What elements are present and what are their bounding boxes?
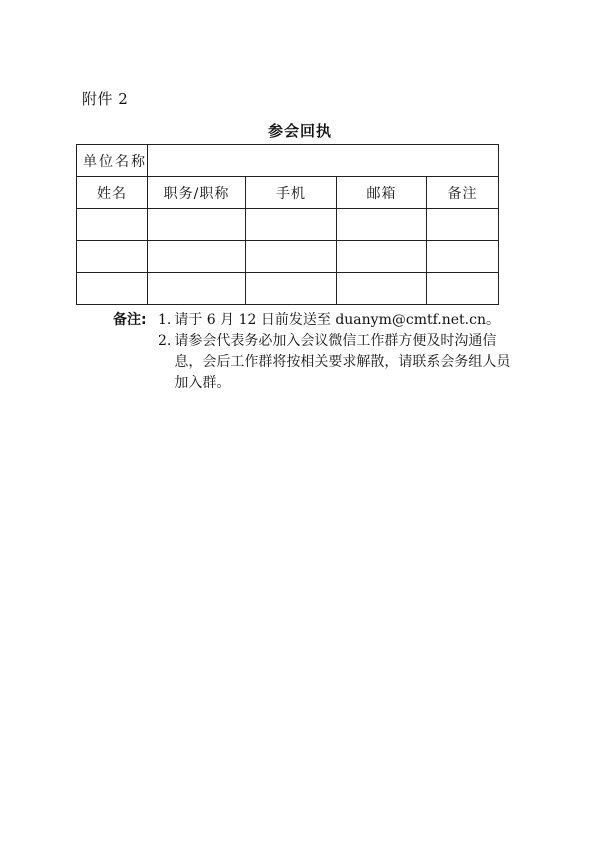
note-text: 请参会代表务必加入会议微信工作群方便及时沟通信息，会后工作群将按相关要求解散，请联系会务组人员加入群。 bbox=[174, 333, 511, 391]
header-phone: 手机 bbox=[246, 177, 337, 209]
header-row bbox=[77, 177, 499, 209]
cell-email[interactable] bbox=[337, 241, 427, 273]
receipt-table bbox=[76, 144, 499, 305]
cell-name[interactable] bbox=[77, 273, 148, 305]
cell-phone[interactable] bbox=[246, 273, 337, 305]
header-title: 职务/职称 bbox=[148, 177, 246, 209]
header-name: 姓名 bbox=[77, 177, 148, 209]
cell-name[interactable] bbox=[77, 209, 148, 241]
cell-email[interactable] bbox=[337, 209, 427, 241]
unit-name-row bbox=[77, 145, 499, 177]
notes-section bbox=[113, 310, 523, 394]
cell-phone[interactable] bbox=[246, 241, 337, 273]
attachment-label: 附件 2 bbox=[82, 90, 129, 108]
cell-title[interactable] bbox=[148, 273, 246, 305]
header-email: 邮箱 bbox=[337, 177, 427, 209]
unit-name-label: 单位名称 bbox=[77, 145, 148, 177]
note-text: 请于 6 月 12 日前发送至 duanym@cmtf.net.cn。 bbox=[174, 312, 500, 328]
cell-remarks[interactable] bbox=[427, 241, 499, 273]
document-title: 参会回执 bbox=[267, 122, 332, 140]
cell-remarks[interactable] bbox=[427, 209, 499, 241]
cell-name[interactable] bbox=[77, 241, 148, 273]
cell-phone[interactable] bbox=[246, 209, 337, 241]
note-item bbox=[113, 310, 523, 331]
note-item bbox=[113, 331, 523, 394]
notes-label: 备注: bbox=[113, 312, 147, 328]
header-remarks: 备注 bbox=[427, 177, 499, 209]
table-row bbox=[77, 209, 499, 241]
cell-remarks[interactable] bbox=[427, 273, 499, 305]
table-row bbox=[77, 273, 499, 305]
cell-email[interactable] bbox=[337, 273, 427, 305]
cell-title[interactable] bbox=[148, 209, 246, 241]
note-number: 1. bbox=[158, 312, 172, 328]
unit-name-field[interactable] bbox=[148, 145, 499, 177]
note-number: 2. bbox=[158, 333, 172, 349]
cell-title[interactable] bbox=[148, 241, 246, 273]
table-row bbox=[77, 241, 499, 273]
